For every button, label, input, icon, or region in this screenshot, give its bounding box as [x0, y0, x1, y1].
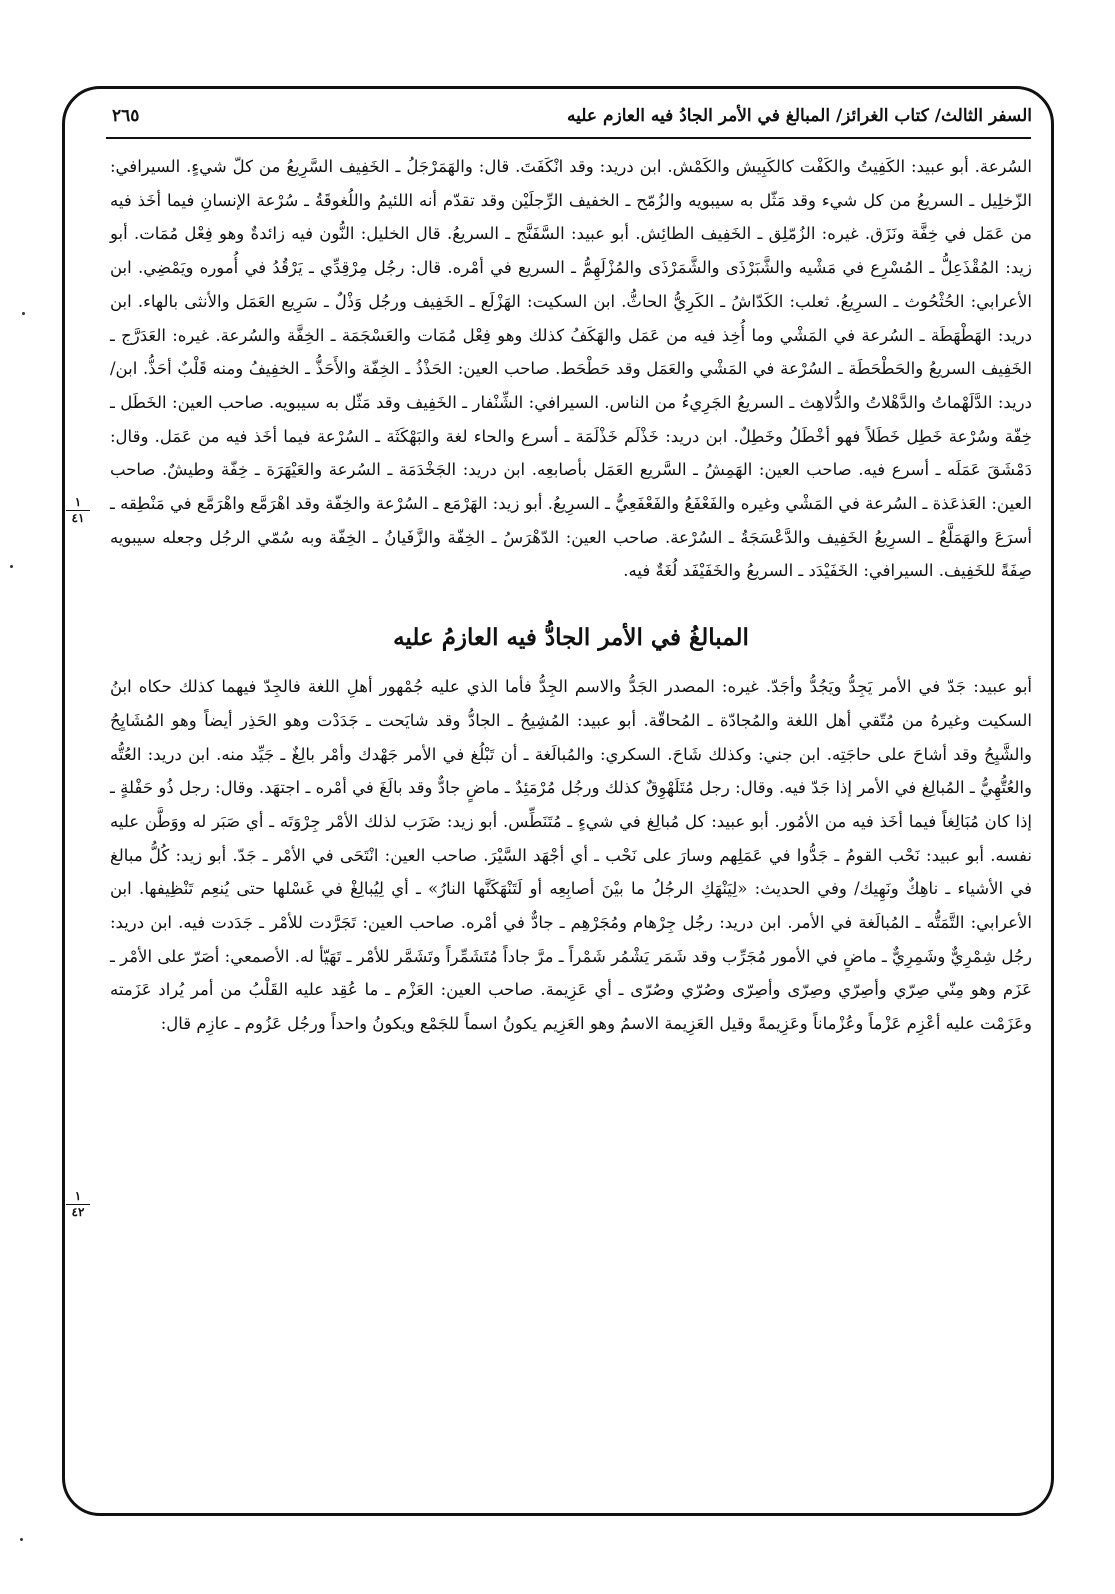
marker-denominator: ٤٢	[71, 1205, 85, 1219]
scan-speck	[20, 1538, 23, 1541]
page-number: ٢٦٥	[112, 106, 140, 126]
paragraph-diligence: أبو عبيد: جَدّ في الأمر يَجِدُّ ويَجُدُّ وأجَدّ. غيره: المصدر الجَدُّ والاسم الجِدُّ فأما الذي عليه جُمْهور أهلِ اللغة فالجِدّ فيهما كذلك حكاه ابنُ السكيت وغيرهُ من مُتّقي أهل اللغة والمُجادّة ـ المُحاقّة. أبو عبيد: المُشِيحُ ـ الجادُّ وقد شايَحت ـ جَدَدْت وهو الحَذِر أيضاً وهو المُشَايِحُ والشَّيِحُ وقد أشاحَ على حاجَتِه. ابن جني: وكذلك شَاحَ. السكري: والمُبالَغة ـ أن تَبْلُغ في الأمر جَهْدك وأمْر بالِغٌ ـ جَيِّد منه. ابن دريد: العُتُّه والعُتُّهِيُّ ـ المُبالِغ في الأمر إذا جَدّ فيه. وقال: رجل مُتَلَهْوِقٌ كذلك ورجُل مُرْمَئِدٌ ـ ماضٍ جادٌّ وقد بالَغَ في أمْره ـ اجتهَد. وقال: رجل ذُو حَفْلةٍ ـ إذا كان مُبَالِغاً فيما أخَذ فيه من الأمُور. أبو عبيد: كل مُبالِغ في شيءٍ ـ مُتَنَطِّس. أبو زيد: ضَرَب لذلك الأمْر جِرْوَتَه ـ أي صَبَر له ووَطَّن عليه نفسه. أبو عبيد: نَحْب القومُ ـ جَدُّوا في عَمَلِهم وسارَ على نَحْب ـ أي أجْهَد السَّيْرَ. صاحب العين: انْتَحَى في الأمْر ـ جَدّ. أبو زيد: كُلُّ مبالغ في الأشياء ـ ناهِكٌ ونَهِيك/ وفي الحديث: «لِيَنْهَكِ الرجُلُ ما بيْنَ أصابِعِه أو لَتَنْهَكَنَّها النارُ» ـ أي لِيُبالِغْ في غَسْلها حتى يُنعِم تَنْظِيفها. ابن الأعرابي: التَّمَتُّه ـ المُبالَغة في الأمر. ابن دريد: رجُل جِرْهام ومُجَرْهِم ـ جادٌّ في أمْره. صاحب العين: تَجَرَّدت للأمْر ـ جَدَدت فيه. ابن دريد: رجُل شِمْرِيٌّ وشَمِرِيٌّ ـ ماضٍ في الأمور مُجَرِّب وقد شَمَر يَشْمُر شَمْراً ـ مرَّ جاداً مُتَشَمِّراً وتَشَمَّر للأمْر ـ تَهَيّأ له. الأصمعي: أصَرّ على الأمْر ـ عَزَم وهو مِنّي صِرّي وأصِرّي وصِرّى وأصِرّى وصُرّي وصُرّى ـ أي عَزِيمة. صاحب العين: العَزْم ـ ما عُقِد عليه القَلْبُ من أمر يُراد عَزَمته وعَزَمْت عليه أعْزِم عَزْماً وعُزْماناً وعَزِيمةً وقيل العَزِيمة الاسمُ وهو العَزِيم يكونُ اسماً للجَمْع ويكونُ واحداً ورجُل عَزُوم ـ عازِم قال:	[110, 677, 1032, 1034]
marker-numerator: ١	[66, 496, 90, 511]
marker-denominator: ٤١	[71, 511, 85, 525]
section-heading: المبالغُ في الأمر الجادُّ فيه العازمُ عليه	[393, 624, 749, 652]
scan-speck	[10, 565, 13, 568]
main-text	[110, 150, 1032, 1500]
running-title: السفر الثالث/ كتاب الغرائز/ المبالغ في الأمر الجادُ فيه العازم عليه	[567, 106, 1032, 126]
header-rule	[106, 137, 1031, 139]
paragraph-speed: السُرعة. أبو عبيد: الكَفِيتُ والكَفْت كالكَبِيش والكَمْش. ابن دريد: وقد انْكَفَتَ. قال: والهَمَرْجَلُ ـ الخَفِيف السَّرِيعُ من كلّ شيءٍ. السيرافي: الزّخلِيل ـ السريعُ من كل شيء وقد مَثّل به سيبويه والزُمّح ـ الخفيف الرِّجلَيْن وقد تقدّم أنه اللئيمُ واللُغوقَةُ ـ سُرْعة الإنسانِ فيما أخَذ فيه من عَمَل في خِفَّة ونَزَق. غيره: الزُمّلِق ـ الخَفِيف الطائِش. أبو عبيد: السَّفَنَّج ـ السريعُ. قال الخليل: النُّون فيه زائدةٌ وهو فِعْل مُمَات. أبو زيد: المُقْذَعِلُّ ـ المُسْرِع في مَشْيه والشَّبَرْذَى والشَّمَرْذَى والمُزْلَهِمُّ ـ السريع في أمْره. قال: رجُل مِرْقِدِّي ـ يَرْقُدُ في أُموره ويَمْضِي. ابن الأعرابي: الحُثْحُوث ـ السرِيعُ. ثعلب: الكَدّاشُ ـ الكَرِيُّ الحاثُّ. ابن السكيت: الهَزْلَع ـ الخَفِيف ورجُل وَذْلٌ ـ سَرِيع العَمَل والأنثى بالهاء. ابن دريد: الهَطْهَطَة ـ السُرعة في المَشْي وما أُخِذ فيه من عَمَل والهَكَفُ كذلك وهو فِعْل مُمَات والعَسْجَمَة ـ الخِفَّة والسُرعة. غيره: العَدَرَّج ـ الخَفِيف السريعُ والحَطْحَطَة ـ السُرْعة في المَشْي والعَمَل وقد حَطْحَط. صاحب العين: الحَذْذُ ـ الخِفّة والأَحَذُّ ـ الخفِيفُ ومنه قَلْبٌ أحَذُّ. ابن/ دريد: الدَّلَهْماتُ والدَّهْلاتُ والدُّلاهِث ـ السريعُ الجَرِيءُ من الناس. السيرافي: الشِّنْفار ـ الخَفِيف وقد مَثّل به سيبويه. صاحب العين: الخَطَل ـ خِفّة وسُرْعة خَطِل خَطَلاً فهو أخْطَلُ وخَطِلٌ. ابن دريد: خَذْلَم خَذْلَمَة ـ أسرع والحاء لغة والبَهْكَثَة ـ السُرْعة فيما أخَذ فيه من عَمَل. وقال: دَمْشَقَ عَمَلَه ـ أسرع فيه. صاحب العين: الهَمِشُ ـ السَّريع العَمَل بأصابعِه. ابن دريد: الجَخْدَمَة ـ السُرعة والعَيْهَرَة ـ خِفّة وطيشٌ. صاحب العين: العَذعَذة ـ السُرعة في المَشْي وغيره والفَعْفَعُ والفَعْفَعِيُّ ـ السرِيعُ. أبو زيد: الهَرْمَع ـ السُرْعة والخِفّة وقد اهْرَمَّع واهْرَمَّع في مَنْطِقه ـ أسرَعَ والهَمَلَّعُ ـ السرِيعُ الخَفِيف والدَّعْسَجَةُ ـ السُرْعة. صاحب العين: الدّهْرَسُ ـ الخِفّة والزَّفَيانُ ـ الخِفّة وبه سُمّي الرجُل وجعله سيبويه صِفَةً للخَفِيف. السيرافي: الخَفَيْدَد ـ السريعُ والخَفَيْفَد لُغَةٌ فيه.	[110, 157, 1032, 581]
scan-speck	[22, 312, 25, 315]
margin-marker-42	[66, 1190, 90, 1219]
margin-marker-41	[66, 496, 90, 525]
marker-numerator: ١	[66, 1190, 90, 1205]
running-header	[112, 96, 1032, 136]
